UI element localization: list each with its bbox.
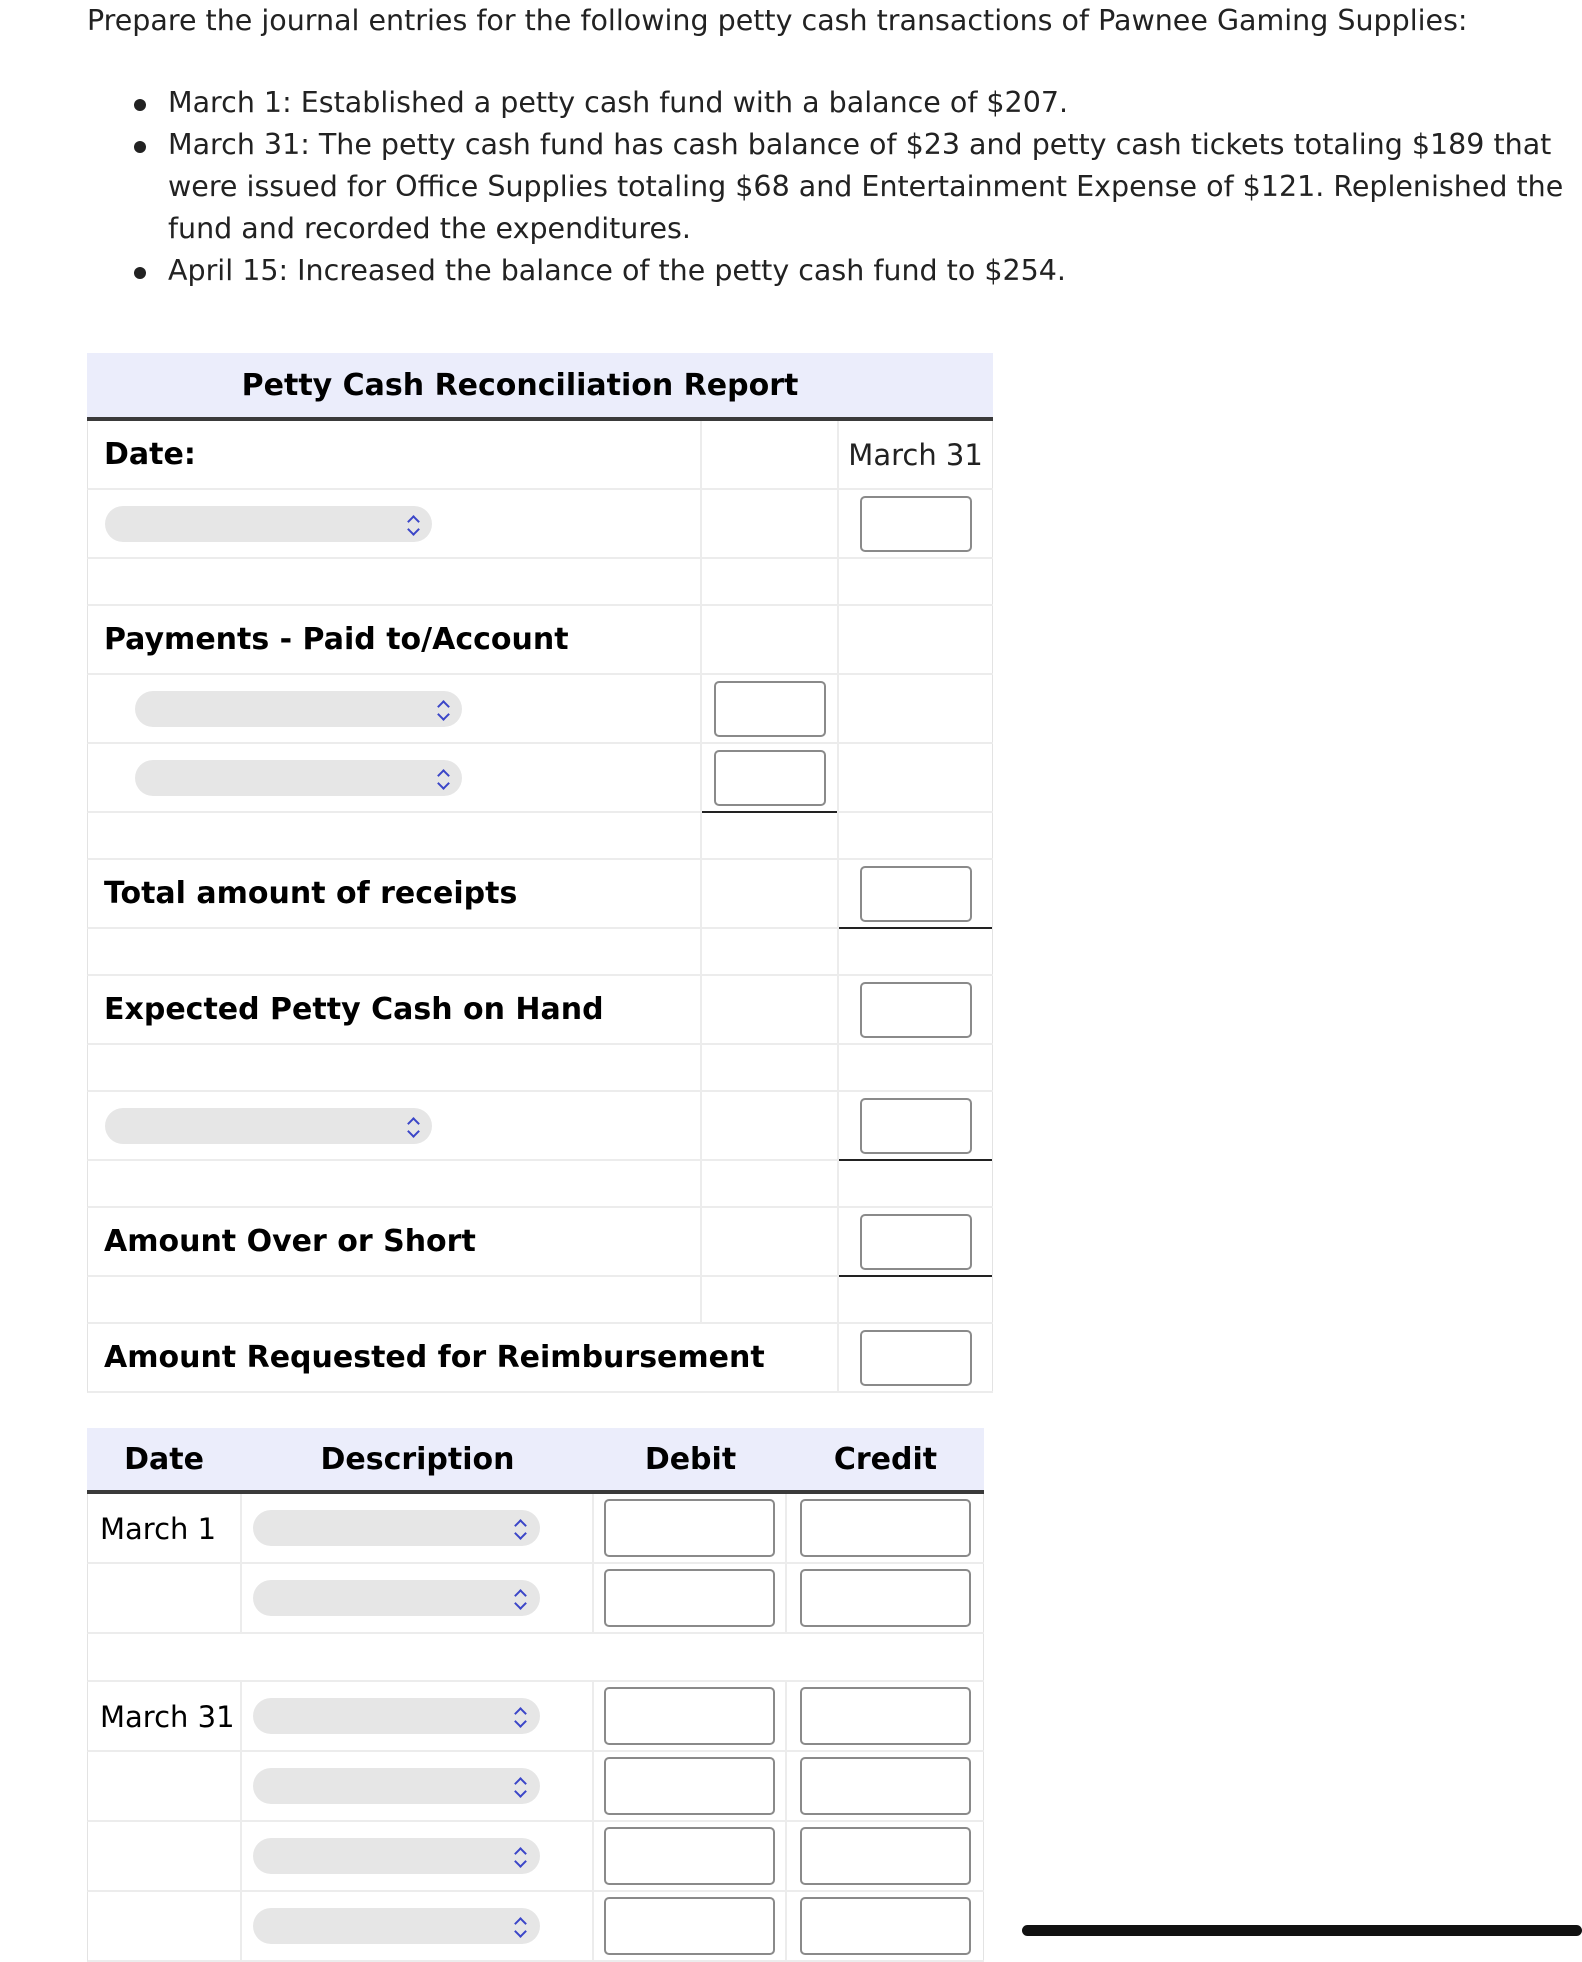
journal-header: [87, 1428, 984, 1494]
cash-on-hand-input[interactable]: [860, 1098, 972, 1154]
description-column-header: Description: [320, 1441, 515, 1477]
reimbursement-input[interactable]: [860, 1330, 972, 1386]
chevron-updown-icon: [402, 511, 424, 537]
payments-label: Payments - Paid to/Account: [104, 622, 569, 657]
payment-row: [87, 744, 993, 813]
spacer-row: [87, 1045, 993, 1092]
transaction-item: April 15: Increased the balance of the petty cash fund to $254.: [87, 250, 1567, 292]
date-header-row: [87, 421, 993, 490]
payments-header-row: [87, 606, 993, 675]
spacer-row: [87, 929, 993, 976]
description-select[interactable]: [253, 1768, 540, 1804]
debit-input[interactable]: [604, 1499, 775, 1557]
total-receipts-label: Total amount of receipts: [104, 876, 518, 911]
bullet-icon: [134, 99, 146, 111]
problem-intro: Prepare the journal entries for the following petty cash transactions of Pawnee Gaming Supplies:: [87, 4, 1468, 37]
credit-input[interactable]: [800, 1897, 971, 1955]
payment-amount-input[interactable]: [714, 750, 826, 806]
spacer-row: [87, 813, 993, 860]
chevron-updown-icon: [510, 1585, 532, 1611]
transaction-item: March 31: The petty cash fund has cash balance of $23 and petty cash tickets totaling $189 that were issued for Office Supplies totaling $68 and Entertainment Expense of $121. Replenished the fund and recorded the expenditures.: [87, 124, 1567, 250]
chevron-updown-icon: [510, 1773, 532, 1799]
journal-row: [87, 1822, 984, 1892]
chevron-updown-icon: [510, 1843, 532, 1869]
problem-statement: [87, 0, 1567, 292]
credit-input[interactable]: [800, 1569, 971, 1627]
fund-amount-input[interactable]: [860, 496, 972, 552]
total-receipts-row: [87, 860, 993, 929]
journal-date: March 31: [88, 1682, 242, 1750]
cash-on-hand-select[interactable]: [105, 1108, 432, 1144]
chevron-updown-icon: [510, 1913, 532, 1939]
reimbursement-label: Amount Requested for Reimbursement: [104, 1340, 765, 1375]
reimbursement-row: [87, 1324, 993, 1393]
bullet-icon: [134, 141, 146, 153]
fund-row: [87, 490, 993, 559]
fund-account-select[interactable]: [105, 506, 432, 542]
date-label: Date:: [104, 437, 196, 472]
spacer-row: [87, 1634, 984, 1682]
over-short-row: [87, 1208, 993, 1277]
debit-input[interactable]: [604, 1897, 775, 1955]
description-select[interactable]: [253, 1510, 540, 1546]
reconciliation-report: [87, 353, 993, 1393]
report-title: Petty Cash Reconciliation Report: [87, 353, 993, 421]
journal-table: [87, 1428, 984, 1962]
debit-input[interactable]: [604, 1687, 775, 1745]
spacer-row: [87, 559, 993, 606]
chevron-updown-icon: [402, 1113, 424, 1139]
description-select[interactable]: [253, 1908, 540, 1944]
journal-row: [87, 1752, 984, 1822]
payment-row: [87, 675, 993, 744]
description-select[interactable]: [253, 1838, 540, 1874]
chevron-updown-icon: [432, 765, 454, 791]
debit-column-header: Debit: [644, 1441, 737, 1477]
spacer-row: [87, 1161, 993, 1208]
credit-input[interactable]: [800, 1827, 971, 1885]
horizontal-scrollbar[interactable]: [1022, 1925, 1582, 1936]
chevron-updown-icon: [510, 1703, 532, 1729]
credit-input[interactable]: [800, 1499, 971, 1557]
chevron-updown-icon: [432, 696, 454, 722]
transaction-item: March 1: Established a petty cash fund with a balance of $207.: [87, 82, 1567, 124]
journal-date: March 1: [88, 1494, 242, 1562]
payment-amount-input[interactable]: [714, 681, 826, 737]
credit-column-header: Credit: [833, 1441, 938, 1477]
expected-cash-row: [87, 976, 993, 1045]
bullet-icon: [134, 267, 146, 279]
transaction-list: [87, 82, 1567, 292]
journal-row: [87, 1564, 984, 1634]
cash-on-hand-row: [87, 1092, 993, 1161]
over-short-label: Amount Over or Short: [104, 1224, 476, 1259]
journal-row: [87, 1494, 984, 1564]
debit-input[interactable]: [604, 1569, 775, 1627]
payment-account-select[interactable]: [135, 691, 462, 727]
debit-input[interactable]: [604, 1757, 775, 1815]
date-column-heading: March 31: [848, 437, 983, 472]
date-column-header: Date: [124, 1441, 204, 1477]
credit-input[interactable]: [800, 1757, 971, 1815]
expected-cash-input[interactable]: [860, 982, 972, 1038]
chevron-updown-icon: [510, 1515, 532, 1541]
total-receipts-input[interactable]: [860, 866, 972, 922]
spacer-row: [87, 1277, 993, 1324]
expected-cash-label: Expected Petty Cash on Hand: [104, 992, 604, 1027]
description-select[interactable]: [253, 1698, 540, 1734]
journal-row: [87, 1682, 984, 1752]
description-select[interactable]: [253, 1580, 540, 1616]
credit-input[interactable]: [800, 1687, 971, 1745]
debit-input[interactable]: [604, 1827, 775, 1885]
over-short-input[interactable]: [860, 1214, 972, 1270]
payment-account-select[interactable]: [135, 760, 462, 796]
